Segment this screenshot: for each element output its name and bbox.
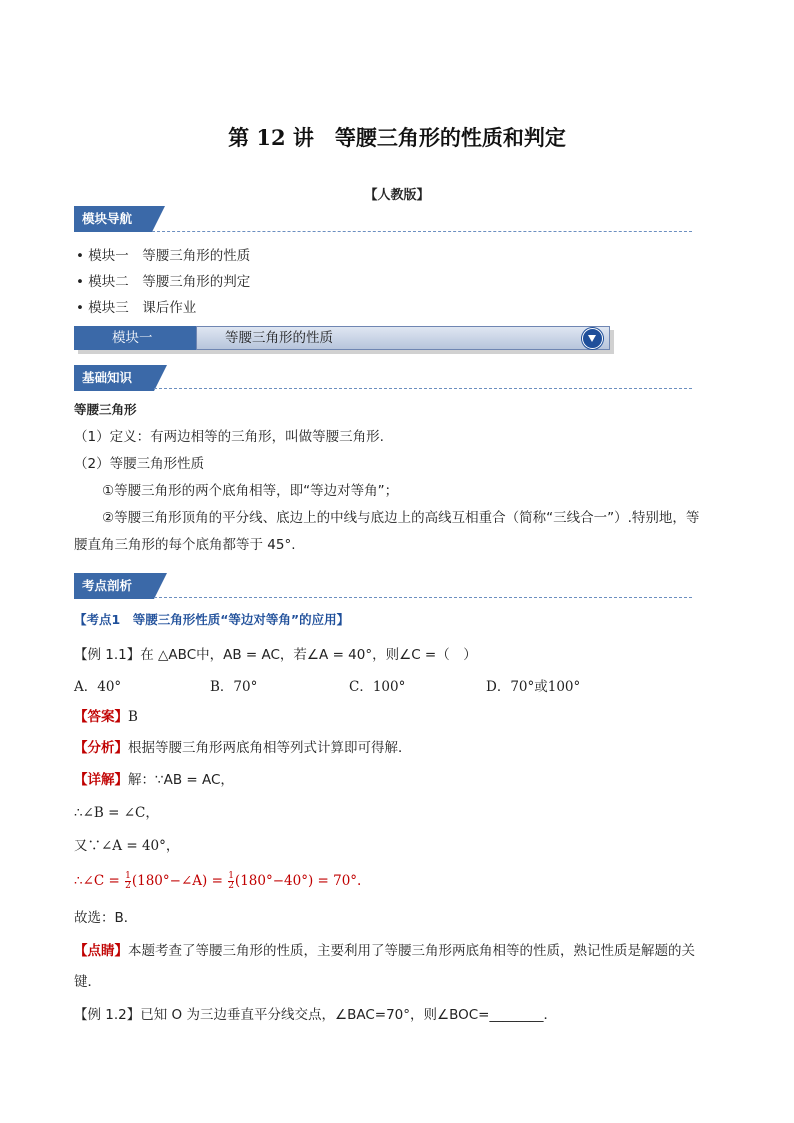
- edition-label: 【人教版】: [364, 188, 430, 203]
- chevron-down-icon[interactable]: [582, 328, 603, 349]
- remark-line: [74, 941, 724, 961]
- property-heading: （2）等腰三角形性质: [74, 456, 205, 472]
- nav-item-module-3[interactable]: • 模块三 课后作业: [76, 300, 197, 316]
- step3-part-b: (180°−∠A) =: [131, 873, 228, 889]
- banner-module-label: 模块一: [74, 326, 196, 350]
- nav-item-module-2[interactable]: • 模块二 等腰三角形的判定: [76, 274, 251, 290]
- example-2-question: 【例 1.2】已知 O 为三边垂直平分线交点，∠BAC=70°，则∠BOC=________．: [74, 1007, 557, 1023]
- property-2: ②等腰三角形顶角的平分线、底边上的中线与底边上的高线互相重合（简称“三线合一”）.特别地，等: [102, 510, 700, 526]
- step3-part-a: ∴∠C =: [74, 873, 125, 889]
- fraction-half: $\frac{1}{2}$: [228, 871, 234, 891]
- solution-step-1: ∴∠B = ∠C，: [74, 805, 159, 821]
- analysis-text: 根据等腰三角形两底角相等列式计算即可得解．: [128, 740, 412, 756]
- fraction-half: $\frac{1}{2}$: [125, 871, 131, 891]
- banner-module-title: [196, 326, 610, 350]
- module-banner: [74, 326, 614, 350]
- detail-line: [74, 770, 234, 790]
- divider: [154, 597, 692, 598]
- section-tag-analysis: [74, 573, 154, 599]
- remark-tag: 【点睛】: [74, 943, 128, 959]
- page-title: 第 12 讲 等腰三角形的性质和判定: [228, 125, 566, 150]
- example-1-question: 【例 1.1】在 △ABC中，AB = AC，若∠A = 40°，则∠C =（ ）: [74, 647, 477, 663]
- answer-tag: 【答案】: [74, 709, 128, 725]
- divider: [154, 388, 692, 389]
- section-tag-basics: [74, 365, 154, 391]
- option-a: A．40°: [74, 679, 122, 695]
- property-2-continued: 腰直角三角形的每个底角都等于 45°.: [74, 537, 296, 553]
- option-b: B．70°: [210, 679, 258, 695]
- answer-value: B: [128, 709, 138, 725]
- banner-title-text: 等腰三角形的性质: [225, 330, 333, 346]
- answer-line: [74, 707, 138, 727]
- nav-item-module-1[interactable]: • 模块一 等腰三角形的性质: [76, 248, 251, 264]
- choice-line: 故选：B．: [74, 910, 138, 926]
- detail-text: 解：∵AB = AC，: [128, 772, 234, 788]
- analysis-line: [74, 738, 412, 758]
- step3-part-c: (180°−40°) = 70°.: [234, 873, 362, 889]
- option-c: C．100°: [349, 679, 406, 695]
- section-tag-label: 基础知识: [82, 370, 133, 385]
- solution-step-2: 又∵∠A = 40°，: [74, 838, 180, 854]
- solution-step-3: [74, 871, 361, 891]
- kaodian-heading: 【考点1 等腰三角形性质“等边对等角”的应用】: [74, 612, 350, 627]
- section-tag-label: 模块导航: [82, 211, 133, 226]
- remark-text: 本题考查了等腰三角形的性质，主要利用了等腰三角形两底角相等的性质，熟记性质是解题的关: [128, 943, 695, 959]
- option-d: D．70°或100°: [486, 679, 581, 695]
- divider: [152, 231, 692, 232]
- section-tag-label: 考点剖析: [82, 578, 133, 593]
- basics-heading: 等腰三角形: [74, 402, 137, 417]
- detail-tag: 【详解】: [74, 772, 128, 788]
- analysis-tag: 【分析】: [74, 740, 128, 756]
- remark-continued: 键．: [74, 974, 101, 990]
- definition-text: （1）定义：有两边相等的三角形，叫做等腰三角形.: [74, 429, 384, 445]
- property-1: ①等腰三角形的两个底角相等，即“等边对等角”；: [102, 483, 399, 499]
- section-tag-nav: [74, 206, 152, 232]
